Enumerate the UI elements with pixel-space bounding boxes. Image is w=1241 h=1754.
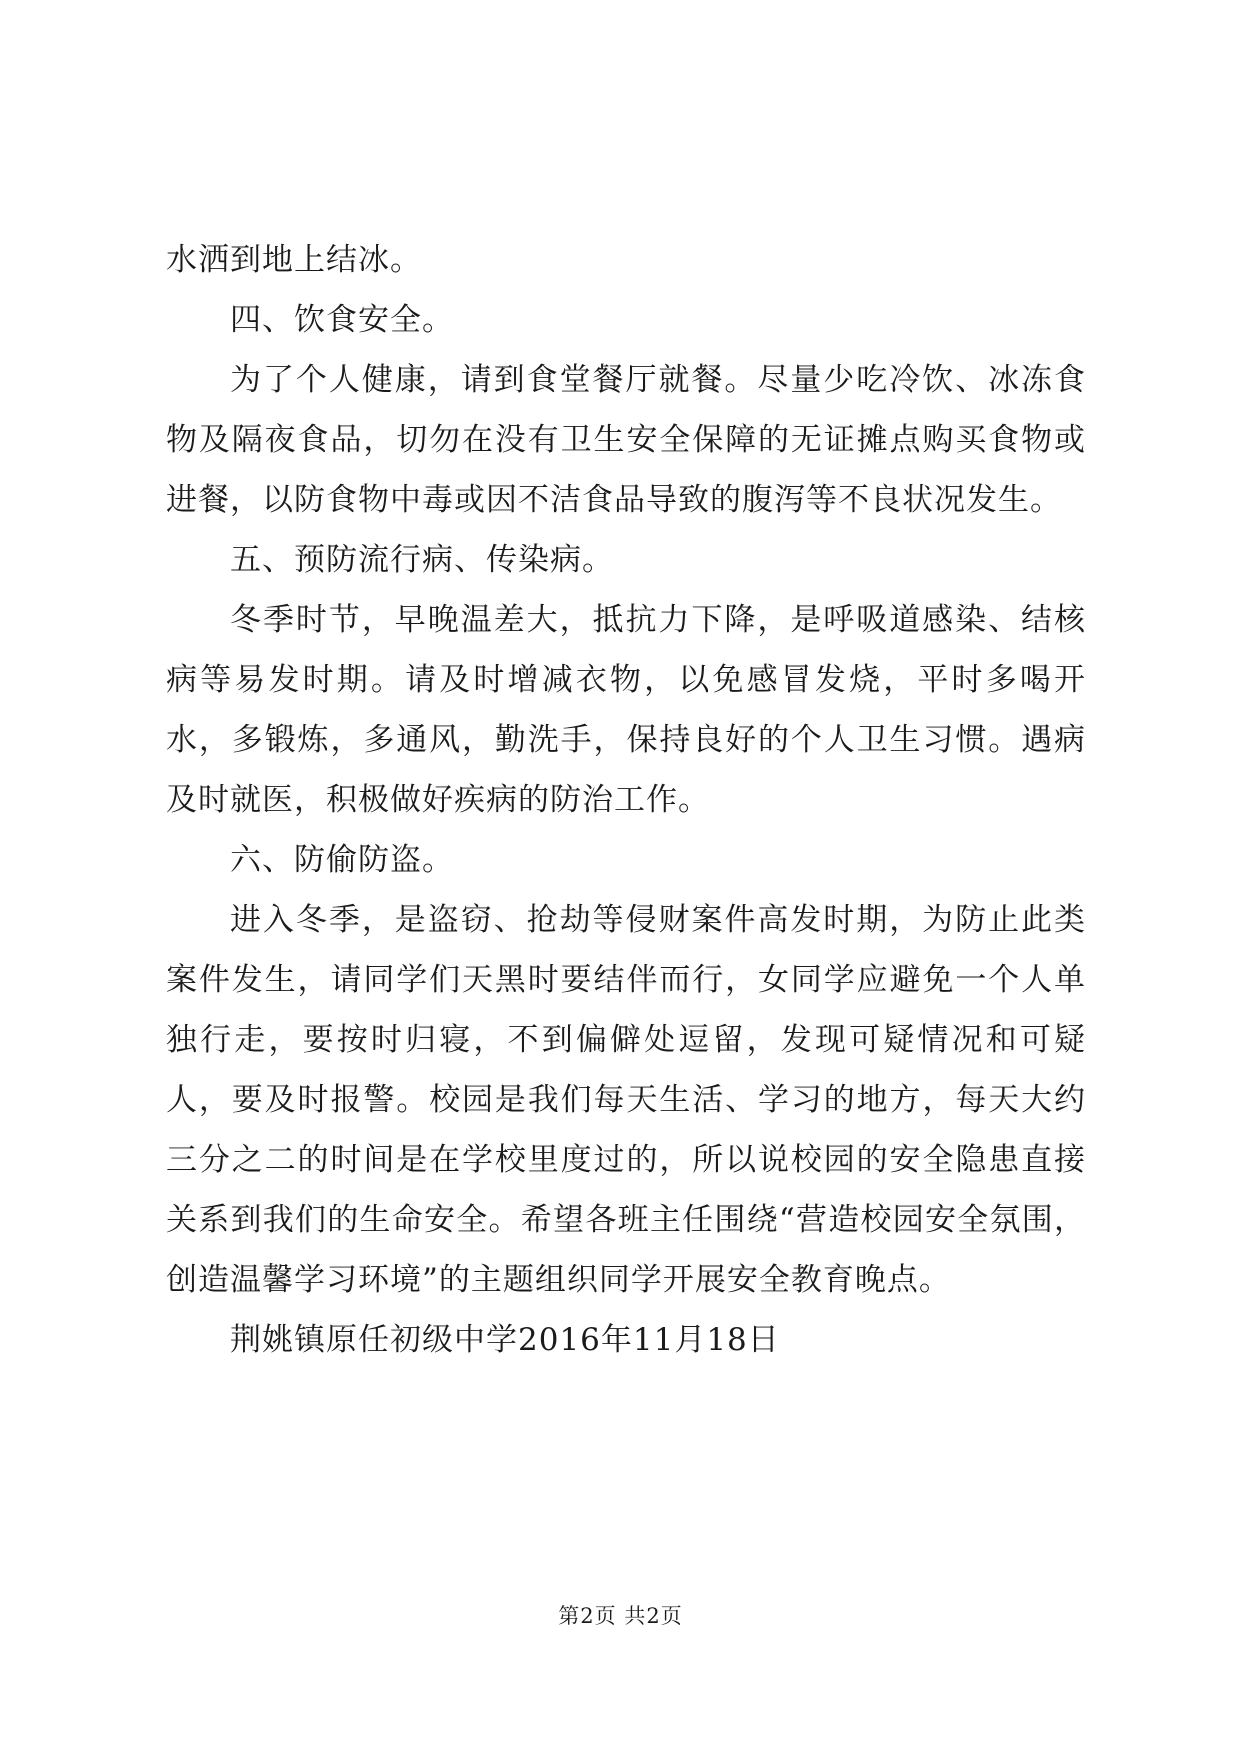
- paragraph-food-safety: 为了个人健康，请到食堂餐厅就餐。尽量少吃冷饮、冰冻食物及隔夜食品，切勿在没有卫生安全保障的无证摊点购买食物或进餐，以防食物中毒或因不洁食品导致的腹泻等不良状况发生。: [166, 362, 1086, 518]
- signature-date: 荆姚镇原任初级中学2016年11月18日: [230, 1322, 780, 1358]
- paragraph-theft-prevention: 进入冬季，是盗窃、抢劫等侵财案件高发时期，为防止此类案件发生，请同学们天黑时要结伴而行，女同学应避免一个人单独行走，要按时归寝，不到偏僻处逗留，发现可疑情况和可疑人，要及时报警。校园是我们每天生活、学习的地方，每天大约三分之二的时间是在学校里度过的，所以说校园的安全隐患直接关系到我们的生命安全。希望各班主任围绕“营造校园安全氛围，创造温馨学习环境”的主题组织同学开展安全教育晚点。: [166, 902, 1086, 1298]
- page-footer: 第2页 共2页: [558, 1604, 683, 1628]
- section-heading-theft-prevention: 六、防偷防盗。: [230, 842, 454, 878]
- section-heading-disease-prevention: 五、预防流行病、传染病。: [230, 542, 614, 578]
- carryover-line: 水洒到地上结冰。: [166, 242, 422, 278]
- paragraph-disease-prevention: 冬季时节，早晚温差大，抵抗力下降，是呼吸道感染、结核病等易发时期。请及时增减衣物，以免感冒发烧，平时多喝开水，多锻炼，多通风，勤洗手，保持良好的个人卫生习惯。遇病及时就医，积极做好疾病的防治工作。: [166, 602, 1086, 818]
- section-heading-food-safety: 四、饮食安全。: [230, 302, 454, 338]
- document-body: [166, 230, 1086, 1370]
